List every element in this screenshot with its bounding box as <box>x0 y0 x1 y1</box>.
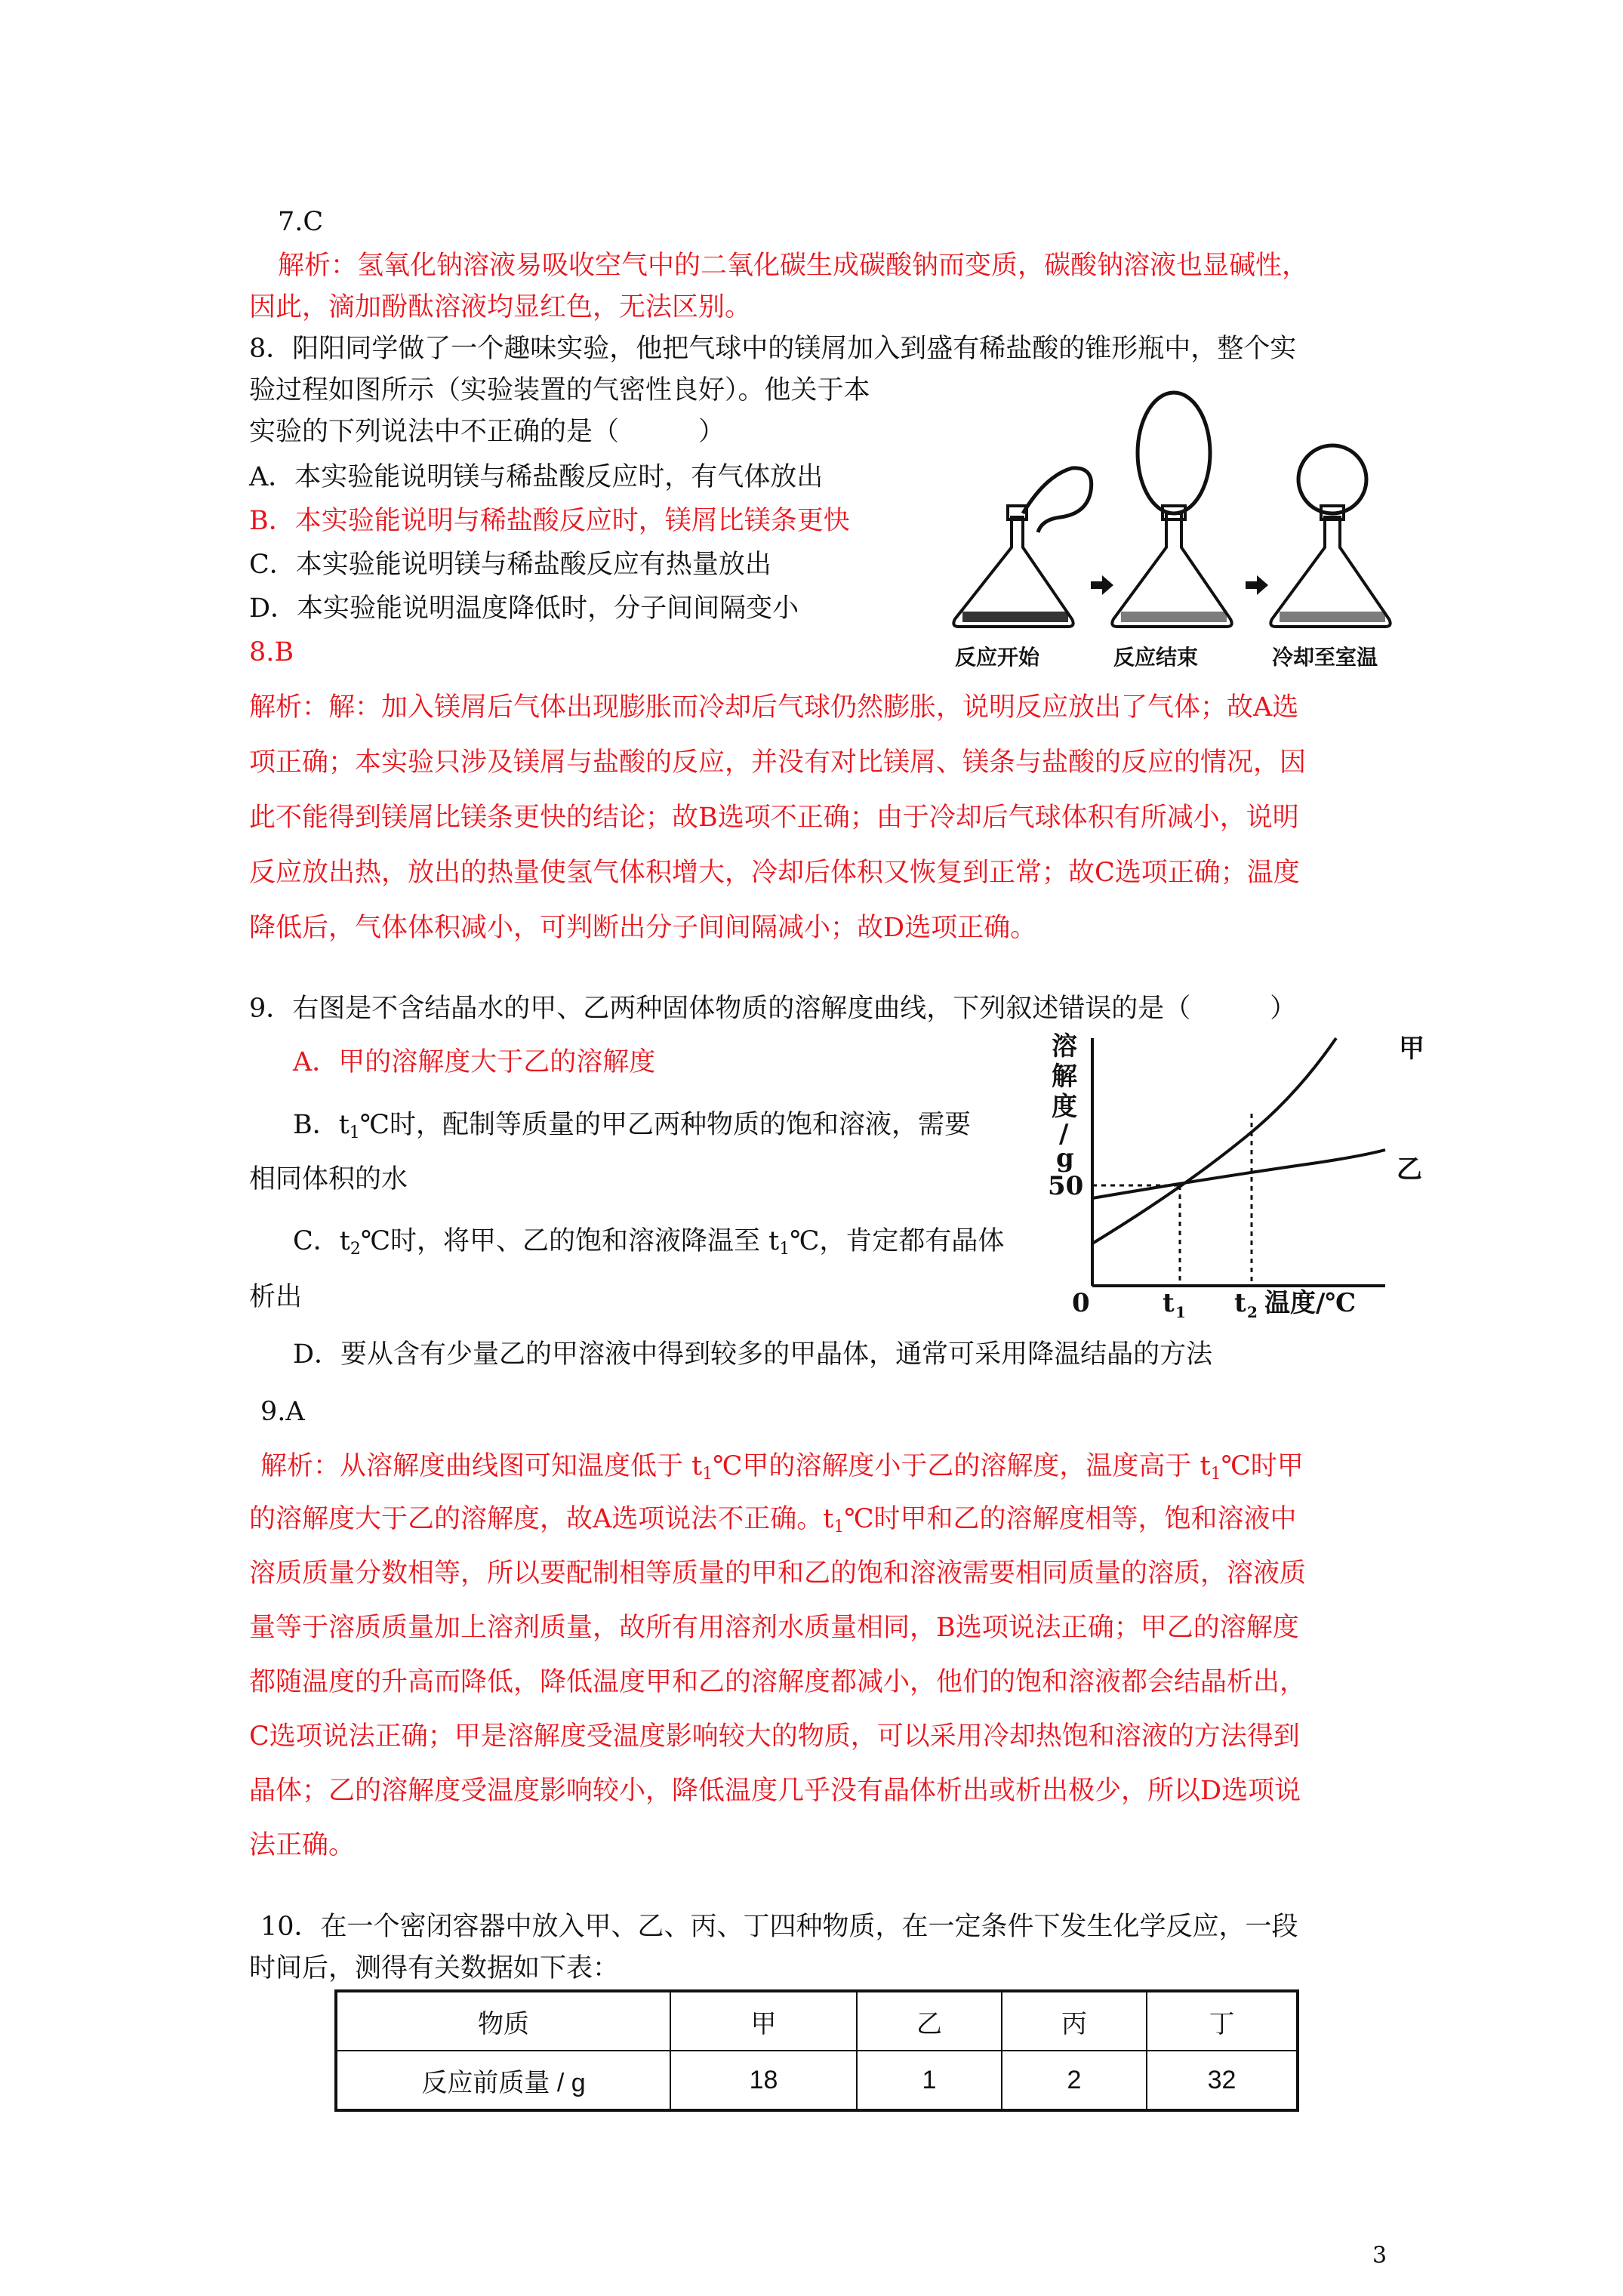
table-cell: 32 <box>1147 2051 1298 2110</box>
table-cell: 2 <box>1002 2051 1147 2110</box>
x-tick-t1: t <box>1163 1288 1175 1318</box>
curve-label-yi: 乙 <box>1397 1154 1422 1185</box>
q9-option-a: A．甲的溶解度大于乙的溶解度 <box>293 1047 656 1077</box>
q9-analysis-line: 的溶解度大于乙的溶解度，故A选项说法不正确。$t_1℃$时甲和乙的溶解度相等，饱和溶液中 <box>249 1504 1297 1536</box>
figure-label: 反应开始 <box>955 645 1040 670</box>
q7-analysis-line: 解析：氢氧化钠溶液易吸收空气中的二氧化碳生成碳酸钠而变质，碳酸钠溶液也显碱性， <box>278 251 1309 281</box>
q9-analysis-line: 都随温度的升高而降低，降低温度甲和乙的溶解度都减小，他们的饱和溶液都会结晶析出， <box>249 1667 1307 1697</box>
q8-analysis-line: 反应放出热，放出的热量使氢气体积增大，冷却后体积又恢复到正常；故C选项正确；温度 <box>249 858 1300 888</box>
q9-analysis-line: 解析：从溶解度曲线图可知温度低于 $t_1℃$甲的溶解度小于乙的溶解度，温度高于 $t_1℃$时甲 <box>260 1451 1304 1484</box>
x-tick-t1-sub: 1 <box>1175 1303 1186 1321</box>
y-tick-label: 50 <box>1048 1171 1084 1201</box>
q8-stem-line: 验过程如图所示（实验装置的气密性良好）。他关于本 <box>249 375 870 405</box>
q8-answer: 8.B <box>249 637 294 667</box>
figure-label: 反应结束 <box>1113 645 1199 670</box>
table-cell: 反应前质量 / g <box>336 2051 670 2110</box>
q8-analysis-line: 解析：解：加入镁屑后气体出现膨胀而冷却后气球仍然膨胀，说明反应放出了气体；故A选 <box>249 692 1299 723</box>
balloon-flask-figure <box>940 385 1423 687</box>
q8-stem-line: 实验的下列说法中不正确的是（ ） <box>249 417 725 447</box>
q7-analysis-line: 因此，滴加酚酞溶液均显红色，无法区别。 <box>249 292 752 322</box>
q8-option-a: A．本实验能说明镁与稀盐酸反应时，有气体放出 <box>249 462 824 492</box>
table-cell: 甲 <box>670 1991 857 2051</box>
q9-option-c-cont: 析出 <box>249 1282 303 1312</box>
q9-analysis-line: 法正确。 <box>249 1830 356 1860</box>
y-axis-label-char: 解 <box>1052 1062 1077 1092</box>
q9-option-d: D．要从含有少量乙的甲溶液中得到较多的甲晶体，通常可采用降温结晶的方法 <box>293 1339 1213 1370</box>
y-axis-label-char: 度 <box>1052 1092 1077 1122</box>
q9-option-b-cont: 相同体积的水 <box>249 1164 408 1194</box>
table-header-row <box>336 1991 1298 2051</box>
q8-stem-line: 8．阳阳同学做了一个趣味实验，他把气球中的镁屑加入到盛有稀盐酸的锥形瓶中，整个实 <box>249 334 1297 364</box>
y-axis-label-char: / <box>1059 1119 1069 1149</box>
q9-analysis-line: 量等于溶质质量加上溶剂质量，故所有用溶剂水质量相同，B选项说法正确；甲乙的溶解度 <box>249 1613 1299 1643</box>
x-tick-t2: t <box>1234 1288 1246 1318</box>
q9-option-b: B．$t_1℃$时，配制等质量的甲乙两种物质的饱和溶液，需要 <box>293 1110 971 1142</box>
table-cell: 丙 <box>1002 1991 1147 2051</box>
page-number: 3 <box>1372 2242 1387 2269</box>
q8-option-d: D．本实验能说明温度降低时，分子间间隔变小 <box>249 593 799 624</box>
x-axis-label: 温度/℃ <box>1264 1288 1357 1318</box>
q9-analysis-line: 溶质质量分数相等，所以要配制相等质量的甲和乙的饱和溶液需要相同质量的溶质，溶液质 <box>249 1558 1307 1589</box>
reaction-data-table <box>334 1989 1299 2112</box>
y-axis-label-char: 溶 <box>1052 1031 1077 1062</box>
q10-stem-line: 时间后，测得有关数据如下表： <box>249 1953 620 1983</box>
x-tick-t2-sub: 2 <box>1247 1303 1258 1321</box>
table-cell: 1 <box>857 2051 1002 2110</box>
curve-label-jia: 甲 <box>1399 1034 1424 1064</box>
y-axis-label-char: g <box>1056 1143 1074 1173</box>
table-cell: 物质 <box>336 1991 670 2051</box>
q9-analysis-line: 晶体；乙的溶解度受温度影响较小，降低温度几乎没有晶体析出或析出极少，所以D选项说 <box>249 1776 1301 1806</box>
table-cell: 乙 <box>857 1991 1002 2051</box>
q8-analysis-line: 此不能得到镁屑比镁条更快的结论；故B选项不正确；由于冷却后气球体积有所减小，说明 <box>249 803 1299 833</box>
table-cell: 丁 <box>1147 1991 1298 2051</box>
q9-stem: 9．右图是不含结晶水的甲、乙两种固体物质的溶解度曲线，下列叙述错误的是（ ） <box>249 994 1297 1024</box>
q8-option-c: C．本实验能说明镁与稀盐酸反应有热量放出 <box>249 550 771 580</box>
q9-option-c: C．$t_2℃$时，将甲、乙的饱和溶液降温至 $t_1℃$，肯定都有晶体 <box>293 1226 1005 1259</box>
table-row <box>336 2051 1298 2110</box>
q7-answer: 7.C <box>278 207 324 237</box>
origin-label: 0 <box>1072 1288 1090 1318</box>
q8-option-b: B．本实验能说明与稀盐酸反应时，镁屑比镁条更快 <box>249 506 850 536</box>
q9-analysis-line: C选项说法正确；甲是溶解度受温度影响较大的物质，可以采用冷却热饱和溶液的方法得到 <box>249 1721 1300 1752</box>
solubility-curve-graph <box>1046 1031 1431 1325</box>
figure-label: 冷却至室温 <box>1272 645 1378 670</box>
q8-analysis-line: 项正确；本实验只涉及镁屑与盐酸的反应，并没有对比镁屑、镁条与盐酸的反应的情况，因 <box>249 747 1307 778</box>
table-cell: 18 <box>670 2051 857 2110</box>
q10-stem-line: 10．在一个密闭容器中放入甲、乙、丙、丁四种物质，在一定条件下发生化学反应，一段 <box>260 1912 1298 1942</box>
q9-answer: 9.A <box>260 1397 305 1427</box>
q8-analysis-line: 降低后，气体体积减小，可判断出分子间间隔减小；故D选项正确。 <box>249 913 1037 943</box>
